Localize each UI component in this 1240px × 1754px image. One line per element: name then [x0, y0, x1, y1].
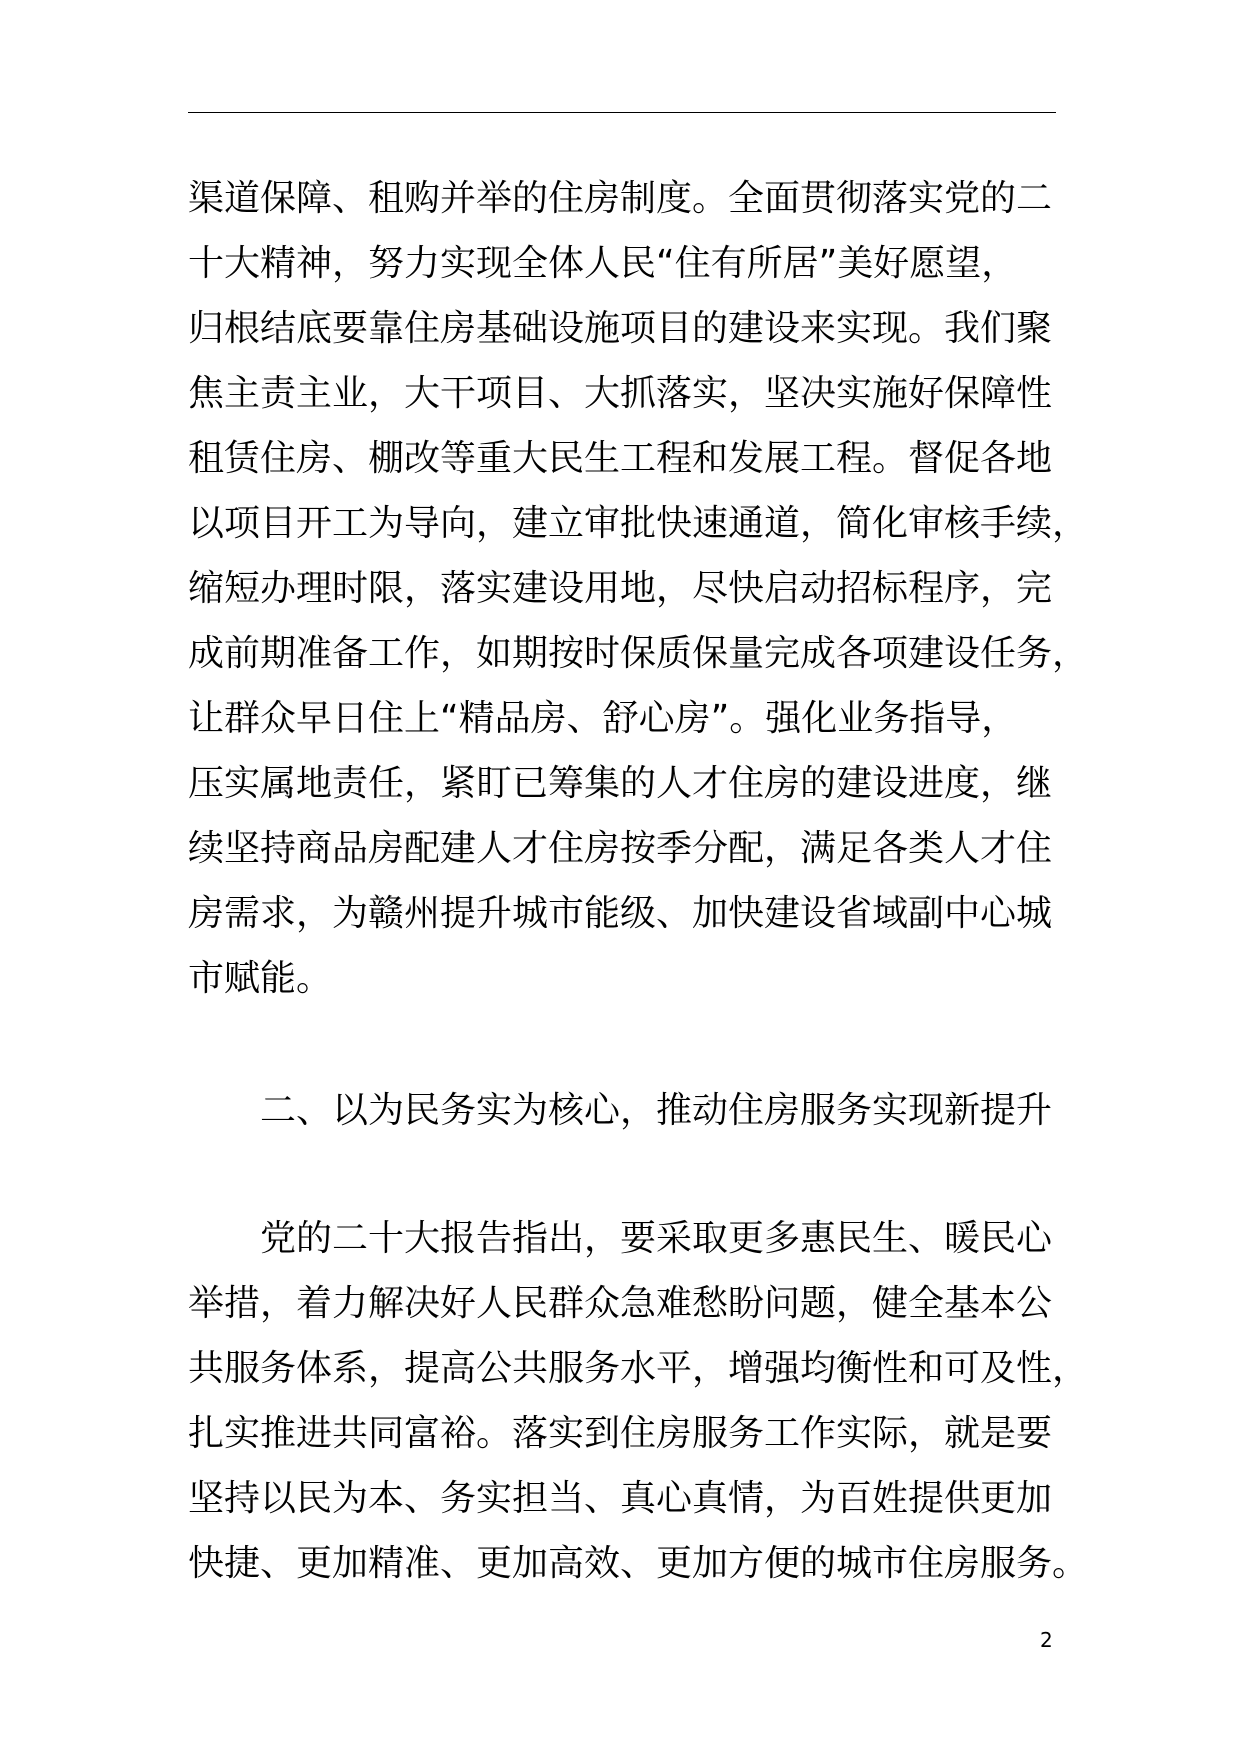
header-rule	[188, 112, 1056, 113]
page-number: 2	[1040, 1628, 1053, 1652]
text-line: 以项目开工为导向，建立审批快速通道，简化审核手续，	[188, 503, 1089, 544]
text-line: 扎实推进共同富裕。落实到住房服务工作实际，就是要	[188, 1413, 1053, 1454]
text-line: 缩短办理时限，落实建设用地，尽快启动招标程序，完	[188, 568, 1053, 609]
text-line: 快捷、更加精准、更加高效、更加方便的城市住房服务。	[188, 1543, 1089, 1584]
text-line: 归根结底要靠住房基础设施项目的建设来实现。我们聚	[188, 308, 1053, 349]
section-heading: 二、以为民务实为核心，推动住房服务实现新提升	[260, 1090, 1053, 1131]
text-line: 租赁住房、棚改等重大民生工程和发展工程。督促各地	[188, 438, 1053, 479]
text-line: 十大精神，努力实现全体人民“住有所居”美好愿望，	[188, 243, 1018, 284]
text-line: 举措，着力解决好人民群众急难愁盼问题，健全基本公	[188, 1283, 1053, 1324]
text-line: 让群众早日住上“精品房、舒心房”。强化业务指导，	[188, 698, 1018, 739]
text-line: 市赋能。	[188, 958, 333, 999]
text-line: 续坚持商品房配建人才住房按季分配，满足各类人才住	[188, 828, 1053, 869]
text-line: 焦主责主业，大干项目、大抓落实，坚决实施好保障性	[188, 373, 1053, 414]
text-line: 党的二十大报告指出，要采取更多惠民生、暖民心	[188, 1218, 1053, 1259]
text-line: 共服务体系，提高公共服务水平，增强均衡性和可及性，	[188, 1348, 1089, 1389]
paragraph-1	[188, 166, 1088, 1011]
text-line: 成前期准备工作，如期按时保质保量完成各项建设任务，	[188, 633, 1089, 674]
text-line: 房需求，为赣州提升城市能级、加快建设省域副中心城	[188, 893, 1053, 934]
paragraph-2	[188, 1206, 1088, 1596]
text-line: 压实属地责任，紧盯已筹集的人才住房的建设进度，继	[188, 763, 1053, 804]
text-line: 渠道保障、租购并举的住房制度。全面贯彻落实党的二	[188, 178, 1053, 219]
text-line: 坚持以民为本、务实担当、真心真情，为百姓提供更加	[188, 1478, 1053, 1519]
